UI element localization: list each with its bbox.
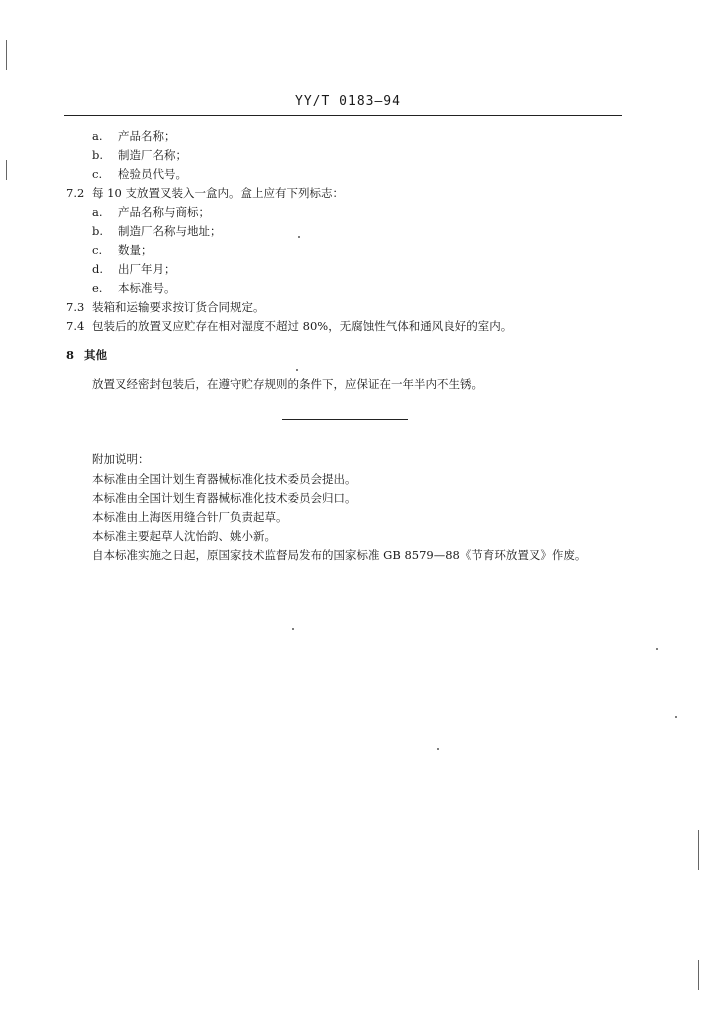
scan-edge-mark xyxy=(6,40,7,70)
section-title: 其他 xyxy=(84,348,107,362)
list-item xyxy=(92,224,222,238)
note-line: 自本标准实施之日起，原国家技术监督局发布的国家标准 GB 8579—88《节育环放置叉》作废。 xyxy=(92,548,587,562)
notes-title: 附加说明： xyxy=(92,452,150,466)
section-8-heading xyxy=(66,348,107,362)
item-text: 出厂年月； xyxy=(118,262,176,276)
item-text: 产品名称与商标； xyxy=(118,205,210,219)
scan-speck xyxy=(298,236,300,238)
note-line: 本标准由全国计划生育器械标准化技术委员会提出。 xyxy=(92,472,357,486)
section-divider xyxy=(282,419,408,420)
note-line: 本标准主要起草人沈怡韵、姚小新。 xyxy=(92,529,276,543)
list-item xyxy=(92,129,176,143)
clause-7-2 xyxy=(66,186,344,200)
list-item xyxy=(92,281,176,295)
clause-7-3 xyxy=(66,300,265,314)
item-letter: c. xyxy=(92,167,103,181)
header-rule xyxy=(64,115,622,116)
clause-text: 包装后的放置叉应贮存在相对湿度不超过 80%，无腐蚀性气体和通风良好的室内。 xyxy=(92,319,513,333)
item-text: 制造厂名称与地址； xyxy=(118,224,222,238)
scan-speck xyxy=(656,648,658,650)
section-8-text: 放置叉经密封包装后，在遵守贮存规则的条件下，应保证在一年半内不生锈。 xyxy=(92,377,483,391)
item-text: 检验员代号。 xyxy=(118,167,187,181)
item-text: 产品名称； xyxy=(118,129,176,143)
clause-text: 装箱和运输要求按订货合同规定。 xyxy=(92,300,265,314)
scan-edge-mark xyxy=(698,830,699,870)
list-item xyxy=(92,205,210,219)
item-text: 数量； xyxy=(118,243,153,257)
list-item xyxy=(92,243,153,257)
scan-speck xyxy=(437,748,439,750)
item-letter: a. xyxy=(92,129,103,143)
clause-7-4 xyxy=(66,319,512,333)
scan-speck xyxy=(296,369,298,371)
section-number: 8 xyxy=(66,348,75,362)
item-letter: d. xyxy=(92,262,104,276)
scan-speck xyxy=(675,716,677,718)
item-text: 本标准号。 xyxy=(118,281,176,295)
item-letter: b. xyxy=(92,148,104,162)
clause-number: 7.2 xyxy=(66,186,85,200)
item-letter: a. xyxy=(92,205,103,219)
item-letter: b. xyxy=(92,224,104,238)
item-letter: c. xyxy=(92,243,103,257)
note-line: 本标准由上海医用缝合针厂负责起草。 xyxy=(92,510,288,524)
list-item xyxy=(92,148,187,162)
standard-number-header: YY/T 0183—94 xyxy=(295,94,401,109)
clause-number: 7.4 xyxy=(66,319,85,333)
item-letter: e. xyxy=(92,281,103,295)
scan-edge-mark xyxy=(6,160,7,180)
note-line: 本标准由全国计划生育器械标准化技术委员会归口。 xyxy=(92,491,357,505)
item-text: 制造厂名称； xyxy=(118,148,187,162)
scan-edge-mark xyxy=(698,960,699,990)
list-item xyxy=(92,167,187,181)
clause-number: 7.3 xyxy=(66,300,85,314)
scan-speck xyxy=(292,628,294,630)
clause-text: 每 10 支放置叉装入一盒内。盒上应有下列标志： xyxy=(92,186,344,200)
list-item xyxy=(92,262,176,276)
